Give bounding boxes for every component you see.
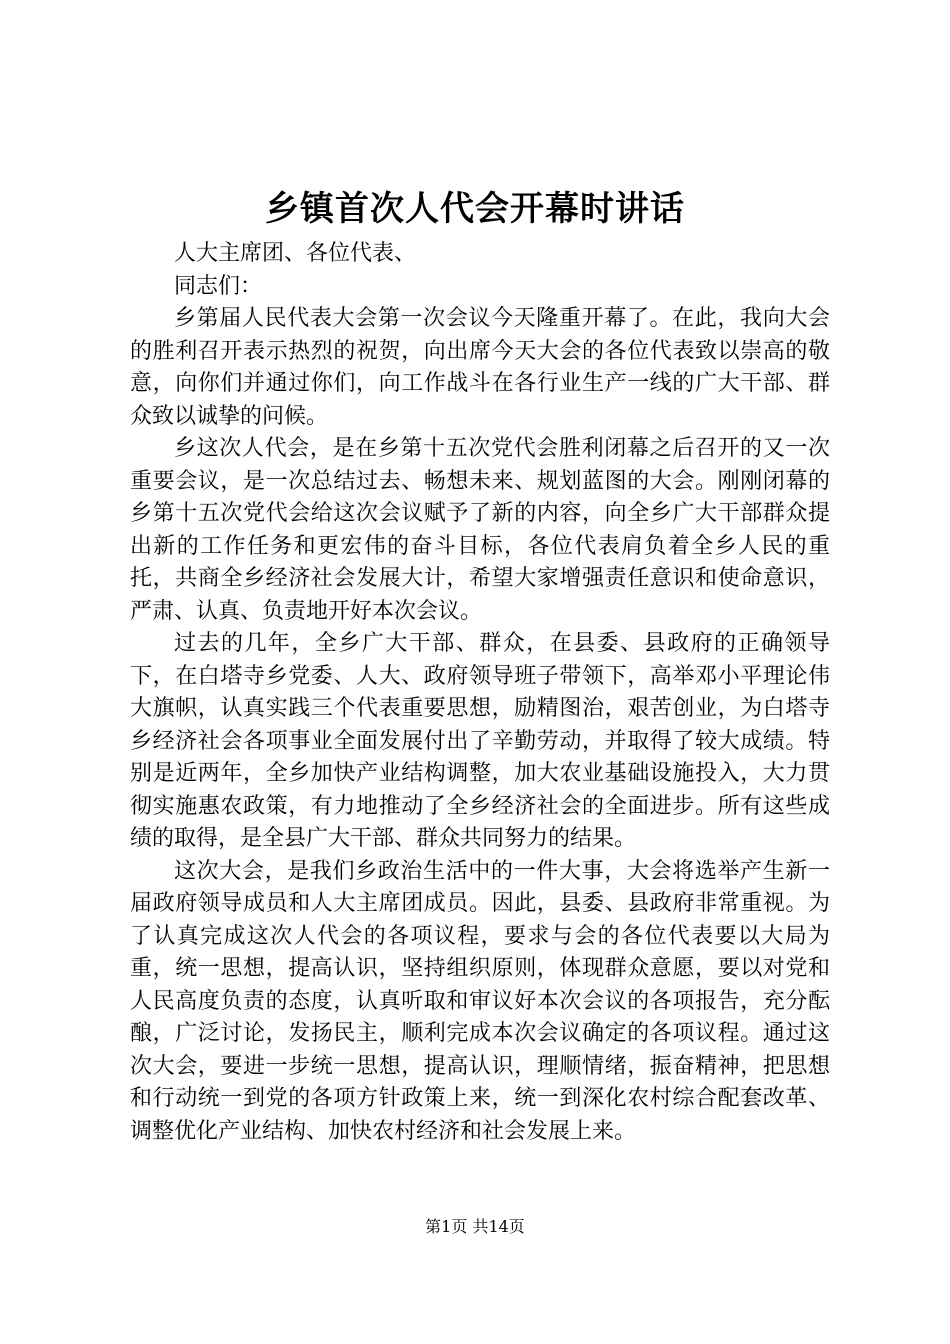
paragraph-1: 乡第届人民代表大会第一次会议今天隆重开幕了。在此，我向大会的胜利召开表示热烈的祝贺，向出席今天大会的各位代表致以崇高的敬意，向你们并通过你们，向工作战斗在各行业生产一线的广大干部、群众致以诚挚的问候。 xyxy=(130,306,830,429)
paragraph-3: 过去的几年，全乡广大干部、群众，在县委、县政府的正确领导下，在白塔寺乡党委、人大、政府领导班子带领下，高举邓小平理论伟大旗帜，认真实践三个代表重要思想，励精图治，艰苦创业，为白塔寺乡经济社会各项事业全面发展付出了辛勤劳动，并取得了较大成绩。特别是近两年，全乡加快产业结构调整，加大农业基础设施投入，大力贯彻实施惠农政策，有力地推动了全乡经济社会的全面进步。所有这些成绩的取得，是全县广大干部、群众共同努力的结果。 xyxy=(130,631,830,851)
document-title: 乡镇首次人代会开幕时讲话 xyxy=(265,189,685,229)
salutation-line-2: 同志们： xyxy=(174,273,263,299)
salutation-line-1: 人大主席团、各位代表、 xyxy=(174,241,417,266)
document-body xyxy=(130,238,830,1148)
paragraph-4: 这次大会，是我们乡政治生活中的一件大事，大会将选举产生新一届政府领导成员和人大主席团成员。因此，县委、县政府非常重视。为了认真完成这次人代会的各项议程，要求与会的各位代表要以大局为重，统一思想，提高认识，坚持组织原则，体现群众意愿，要以对党和人民高度负责的态度，认真听取和审议好本次会议的各项报告，充分酝酿，广泛讨论，发扬民主，顺利完成本次会议确定的各项议程。通过这次大会，要进一步统一思想，提高认识，理顺情绪，振奋精神，把思想和行动统一到党的各项方针政策上来，统一到深化农村综合配套改革、调整优化产业结构、加快农村经济和社会发展上来。 xyxy=(130,858,830,1144)
page-number-footer: 第1页 共14页 xyxy=(425,1217,525,1236)
paragraph-2: 乡这次人代会，是在乡第十五次党代会胜利闭幕之后召开的又一次重要会议，是一次总结过去、畅想未来、规划蓝图的大会。刚刚闭幕的乡第十五次党代会给这次会议赋予了新的内容，向全乡广大干部群众提出新的工作任务和更宏伟的奋斗目标，各位代表肩负着全乡人民的重托，共商全乡经济社会发展大计，希望大家增强责任意识和使命意识，严肃、认真、负责地开好本次会议。 xyxy=(130,436,830,624)
